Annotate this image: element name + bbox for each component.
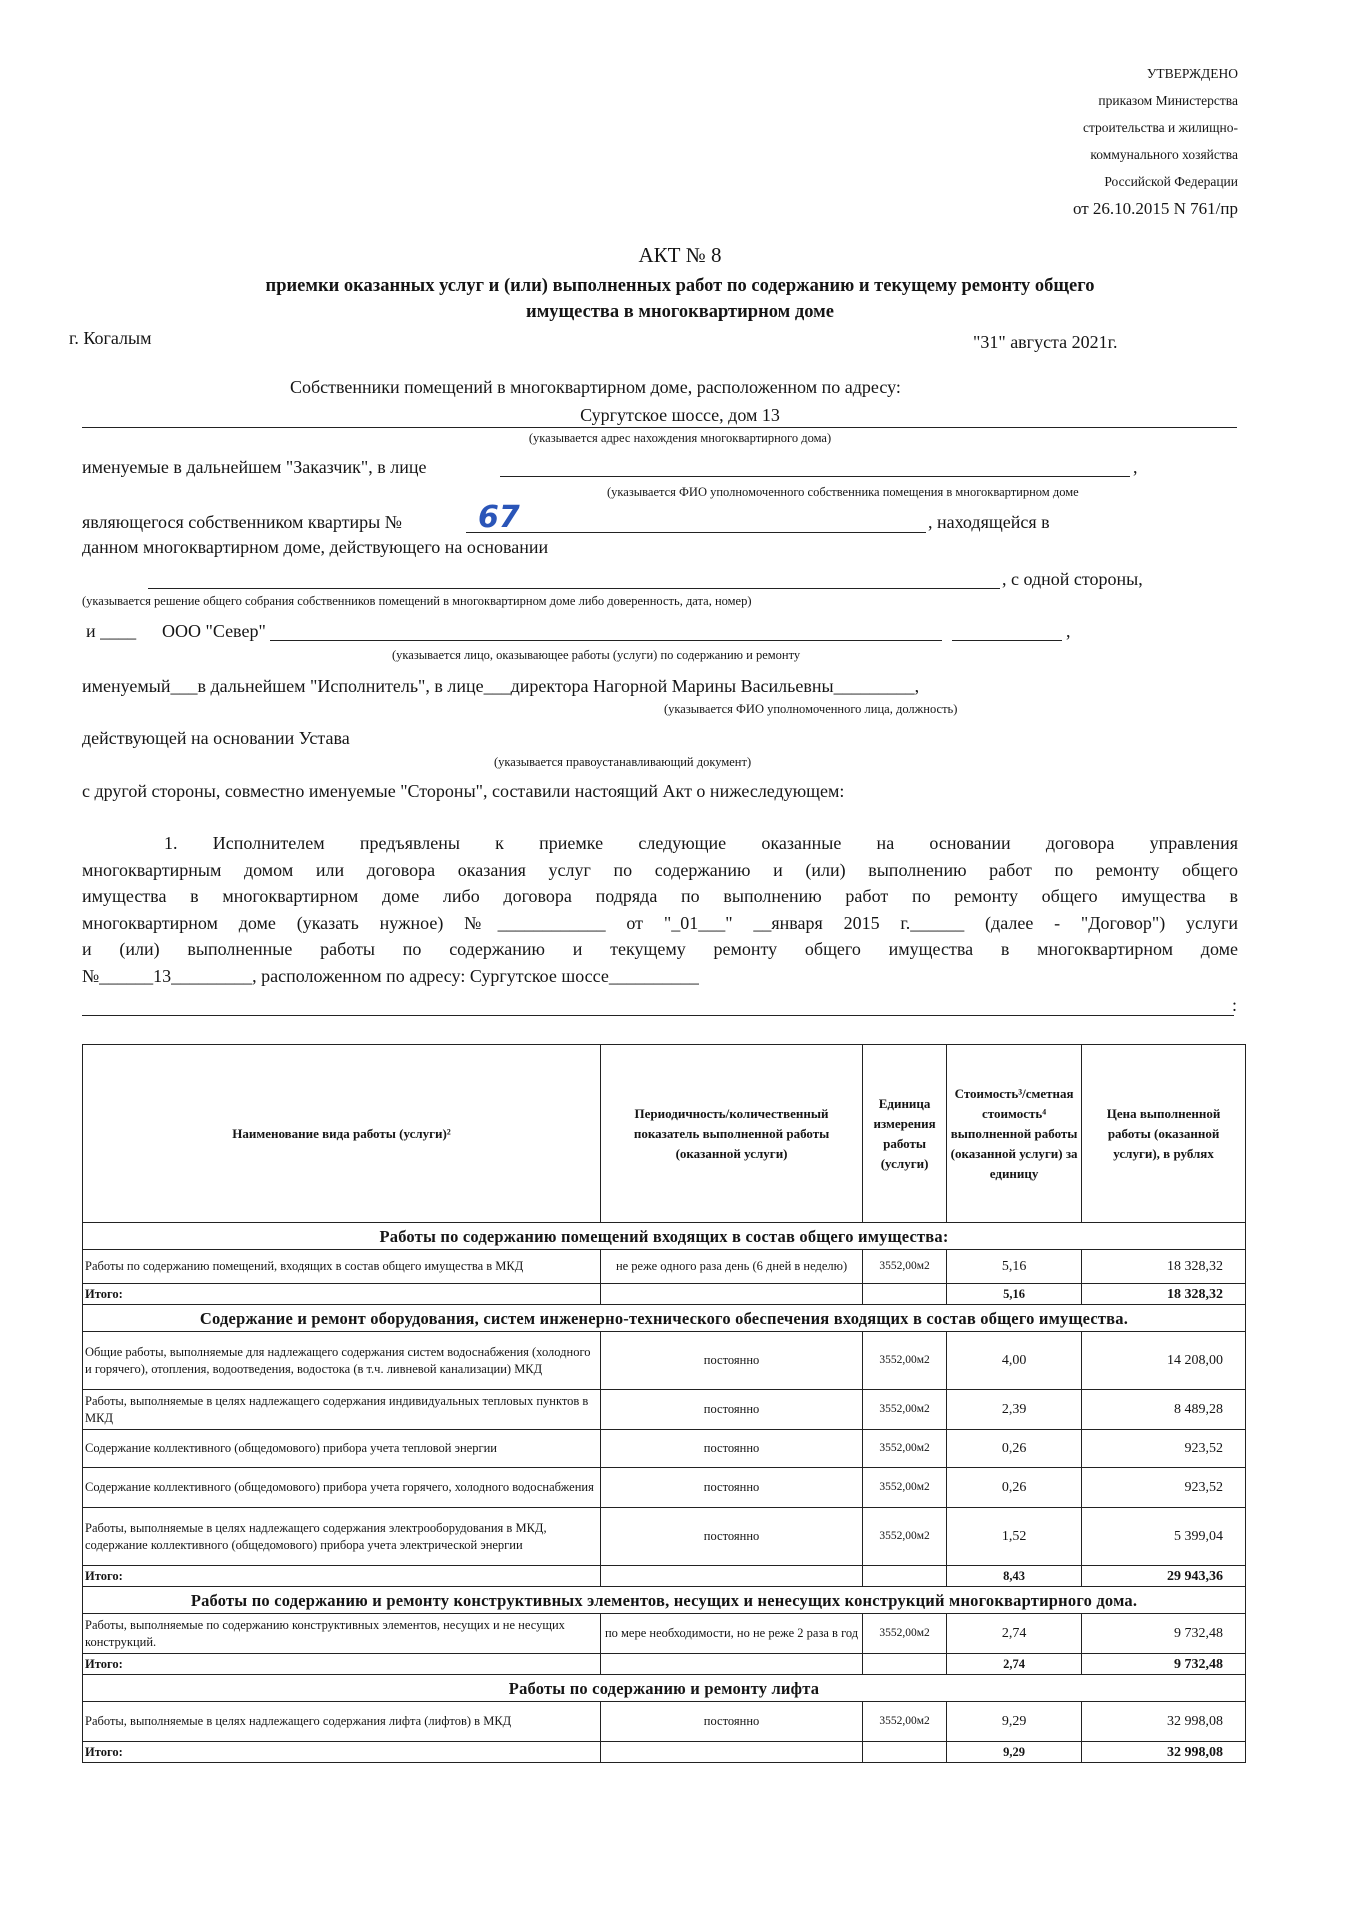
row-name: Работы, выполняемые в целях надлежащего содержания электрооборудования в МКД, содержание коллективного (общедомового) прибора учета электрической энергии: [83, 1508, 601, 1566]
approval-date: от 26.10.2015 N 761/пр: [1072, 199, 1238, 218]
parties-line: с другой стороны, совместно именуемые "Стороны", составили настоящий Акт о нижеследующем:: [82, 781, 845, 801]
section-heading: [83, 1587, 1246, 1614]
total-price: 9 732,48: [1082, 1654, 1246, 1675]
row-unit: 3552,00м2: [863, 1614, 947, 1654]
clause-1-underline: [82, 1015, 1234, 1016]
table-row: [83, 1702, 1246, 1742]
act-number: АКТ № 8: [638, 243, 722, 267]
row-cost: 0,26: [947, 1430, 1082, 1468]
row-periodicity: постоянно: [601, 1508, 863, 1566]
row-cost: 2,74: [947, 1614, 1082, 1654]
header-price: Цена выполненной работы (оказанной услуги), в рублях: [1082, 1045, 1246, 1223]
row-unit: 3552,00м2: [863, 1702, 947, 1742]
total-cost: 2,74: [947, 1654, 1082, 1675]
row-periodicity: постоянно: [601, 1332, 863, 1390]
customer-underline: [500, 476, 1130, 477]
row-cost: 9,29: [947, 1702, 1082, 1742]
section-heading: [83, 1675, 1246, 1702]
row-name: Работы, выполняемые в целях надлежащего содержания лифта (лифтов) в МКД: [83, 1702, 601, 1742]
act-date: "31" августа 2021г.: [973, 332, 1118, 352]
row-price: 923,52: [1082, 1468, 1246, 1508]
header-name: Наименование вида работы (услуги)²: [83, 1045, 601, 1223]
table-header-row: [83, 1045, 1246, 1223]
total-row: [83, 1566, 1246, 1587]
clause-1-row-4: многоквартирном доме (указать нужное) №____________ от "_01___" __января 2015 г.______ (далее - "Договор") услуги: [82, 912, 1238, 933]
contractor-underline: [270, 640, 942, 641]
row-unit: 3552,00м2: [863, 1390, 947, 1430]
clause-1-row-6: №______13_________, расположенном по адресу: Сургутское шоссе__________: [82, 965, 699, 986]
total-cost: 8,43: [947, 1566, 1082, 1587]
contractor-underline-2: [952, 640, 1062, 641]
total-price: 32 998,08: [1082, 1742, 1246, 1763]
one-side-label: , с одной стороны,: [1002, 569, 1143, 589]
row-periodicity: по мере необходимости, но не реже 2 раза в год: [601, 1614, 863, 1654]
customer-hint: (указывается ФИО уполномоченного собственника помещения в многоквартирном доме: [607, 485, 1079, 499]
customer-line: именуемые в дальнейшем "Заказчик", в лице: [82, 457, 427, 477]
acting-basis: действующей на основании Устава: [82, 728, 350, 748]
house-basis-label: данном многоквартирном доме, действующего на основании: [82, 537, 549, 557]
apartment-number-handwritten: 67: [478, 500, 520, 535]
basis-underline: [148, 588, 1000, 589]
row-unit: 3552,00м2: [863, 1332, 947, 1390]
total-label: Итого:: [83, 1742, 601, 1763]
acting-hint: (указывается правоустанавливающий документ): [494, 755, 752, 769]
row-cost: 2,39: [947, 1390, 1082, 1430]
total-price: 18 328,32: [1082, 1284, 1246, 1305]
section-title: Работы по содержанию и ремонту лифта: [83, 1675, 1246, 1702]
table-row: [83, 1468, 1246, 1508]
approval-block: [1073, 60, 1238, 222]
row-price: 5 399,04: [1082, 1508, 1246, 1566]
contractor-hint: (указывается лицо, оказывающее работы (услуги) по содержанию и ремонту: [392, 648, 801, 662]
header-unit: Единица измерения работы (услуги): [863, 1045, 947, 1223]
approval-ministry: строительства и жилищно-: [1083, 120, 1238, 135]
row-periodicity: постоянно: [601, 1702, 863, 1742]
table-row: [83, 1508, 1246, 1566]
act-title-line1: приемки оказанных услуг и (или) выполненных работ по содержанию и текущему ремонту общего: [265, 276, 1095, 296]
total-price: 29 943,36: [1082, 1566, 1246, 1587]
row-price: 923,52: [1082, 1430, 1246, 1468]
row-name: Работы по содержанию помещений, входящих в состав общего имущества в МКД: [83, 1250, 601, 1284]
table-row: [83, 1332, 1246, 1390]
row-name: Работы, выполняемые по содержанию конструктивных элементов, несущих и не несущих конструкций.: [83, 1614, 601, 1654]
total-row: [83, 1284, 1246, 1305]
total-label: Итого:: [83, 1566, 601, 1587]
header-cost: Стоимость³/сметная стоимость⁴ выполненной работы (оказанной услуги) за единицу: [947, 1045, 1082, 1223]
executor-line: именуемый___в дальнейшем "Исполнитель", в лице___директора Нагорной Марины Васильевны_________,: [82, 676, 920, 696]
row-name: Содержание коллективного (общедомового) прибора учета тепловой энергии: [83, 1430, 601, 1468]
clause-1-row-2: многоквартирным домом или договора оказания услуг по содержанию и (или) выполнению работ по ремонту общего: [82, 859, 1238, 880]
owner-apartment-label: являющегося собственником квартиры №: [82, 512, 402, 532]
table-row: [83, 1614, 1246, 1654]
customer-comma: ,: [1133, 457, 1138, 477]
contractor-name: ООО "Север": [162, 621, 266, 641]
act-title-line2: имущества в многоквартирном доме: [526, 302, 834, 322]
works-table: [82, 1044, 1246, 1763]
row-name: Работы, выполняемые в целях надлежащего содержания индивидуальных тепловых пунктов в МКД: [83, 1390, 601, 1430]
total-cost: 5,16: [947, 1284, 1082, 1305]
row-price: 14 208,00: [1082, 1332, 1246, 1390]
and-prefix: и ____: [86, 621, 137, 641]
row-cost: 4,00: [947, 1332, 1082, 1390]
address-underline: [82, 427, 1237, 428]
contractor-comma: ,: [1066, 621, 1071, 641]
row-price: 32 998,08: [1082, 1702, 1246, 1742]
clause-1-row-5: и (или) выполненные работы по содержанию и текущему ремонту общего имущества в многоквартирном доме: [82, 939, 1238, 959]
row-unit: 3552,00м2: [863, 1430, 947, 1468]
total-cost: 9,29: [947, 1742, 1082, 1763]
row-price: 9 732,48: [1082, 1614, 1246, 1654]
header-periodicity: Периодичность/количественный показатель выполненной работы (оказанной услуги): [601, 1045, 863, 1223]
clause-1-row-1: 1. Исполнителем предъявлены к приемке следующие оказанные на основании договора управления: [164, 833, 1238, 853]
section-title: Работы по содержанию и ремонту конструктивных элементов, несущих и ненесущих конструкций многоквартирного дома.: [83, 1587, 1246, 1614]
apartment-underline: [466, 532, 926, 533]
clause-1-row-3: имущества в многоквартирном доме либо договора подряда по выполнению работ по ремонту общего имущества в: [82, 886, 1238, 906]
section-title: Работы по содержанию помещений входящих в состав общего имущества:: [83, 1223, 1246, 1250]
row-unit: 3552,00м2: [863, 1250, 947, 1284]
approval-title: УТВЕРЖДЕНО: [1146, 66, 1238, 81]
table-row: [83, 1430, 1246, 1468]
table-row: [83, 1250, 1246, 1284]
total-row: [83, 1742, 1246, 1763]
clause-1: [82, 830, 1238, 989]
section-title: Содержание и ремонт оборудования, систем инженерно-технического обеспечения входящих в состав общего имущества.: [83, 1305, 1246, 1332]
total-label: Итого:: [83, 1654, 601, 1675]
address-hint: (указывается адрес нахождения многоквартирного дома): [528, 431, 832, 445]
section-heading: [83, 1223, 1246, 1250]
row-periodicity: не реже одного раза день (6 дней в неделю): [601, 1250, 863, 1284]
approval-ministry-2: коммунального хозяйства: [1090, 147, 1238, 162]
total-label: Итого:: [83, 1284, 601, 1305]
row-cost: 0,26: [947, 1468, 1082, 1508]
basis-hint: (указывается решение общего собрания собственников помещений в многоквартирном доме либо доверенность, дата, номер): [82, 594, 752, 608]
row-unit: 3552,00м2: [863, 1508, 947, 1566]
owners-line: Собственники помещений в многоквартирном доме, расположенном по адресу:: [290, 377, 901, 397]
row-name: Общие работы, выполняемые для надлежащего содержания систем водоснабжения (холодного и горячего), отопления, водоотведения, водостока (в т.ч. ливневой канализации) МКД: [83, 1332, 601, 1390]
section-heading: [83, 1305, 1246, 1332]
row-periodicity: постоянно: [601, 1390, 863, 1430]
row-periodicity: постоянно: [601, 1468, 863, 1508]
approval-country: Российской Федерации: [1104, 174, 1238, 189]
row-periodicity: постоянно: [601, 1430, 863, 1468]
row-cost: 5,16: [947, 1250, 1082, 1284]
total-row: [83, 1654, 1246, 1675]
row-cost: 1,52: [947, 1508, 1082, 1566]
approval-order: приказом Министерства: [1098, 93, 1238, 108]
row-name: Содержание коллективного (общедомового) прибора учета горячего, холодного водоснабжения: [83, 1468, 601, 1508]
clause-1-colon: :: [1232, 995, 1238, 1015]
table-row: [83, 1390, 1246, 1430]
row-price: 18 328,32: [1082, 1250, 1246, 1284]
row-price: 8 489,28: [1082, 1390, 1246, 1430]
act-city: г. Когалым: [69, 328, 152, 348]
row-unit: 3552,00м2: [863, 1468, 947, 1508]
house-address: Сургутское шоссе, дом 13: [580, 405, 780, 425]
executor-hint: (указывается ФИО уполномоченного лица, должность): [664, 702, 958, 716]
located-in-label: , находящейся в: [928, 512, 1050, 532]
